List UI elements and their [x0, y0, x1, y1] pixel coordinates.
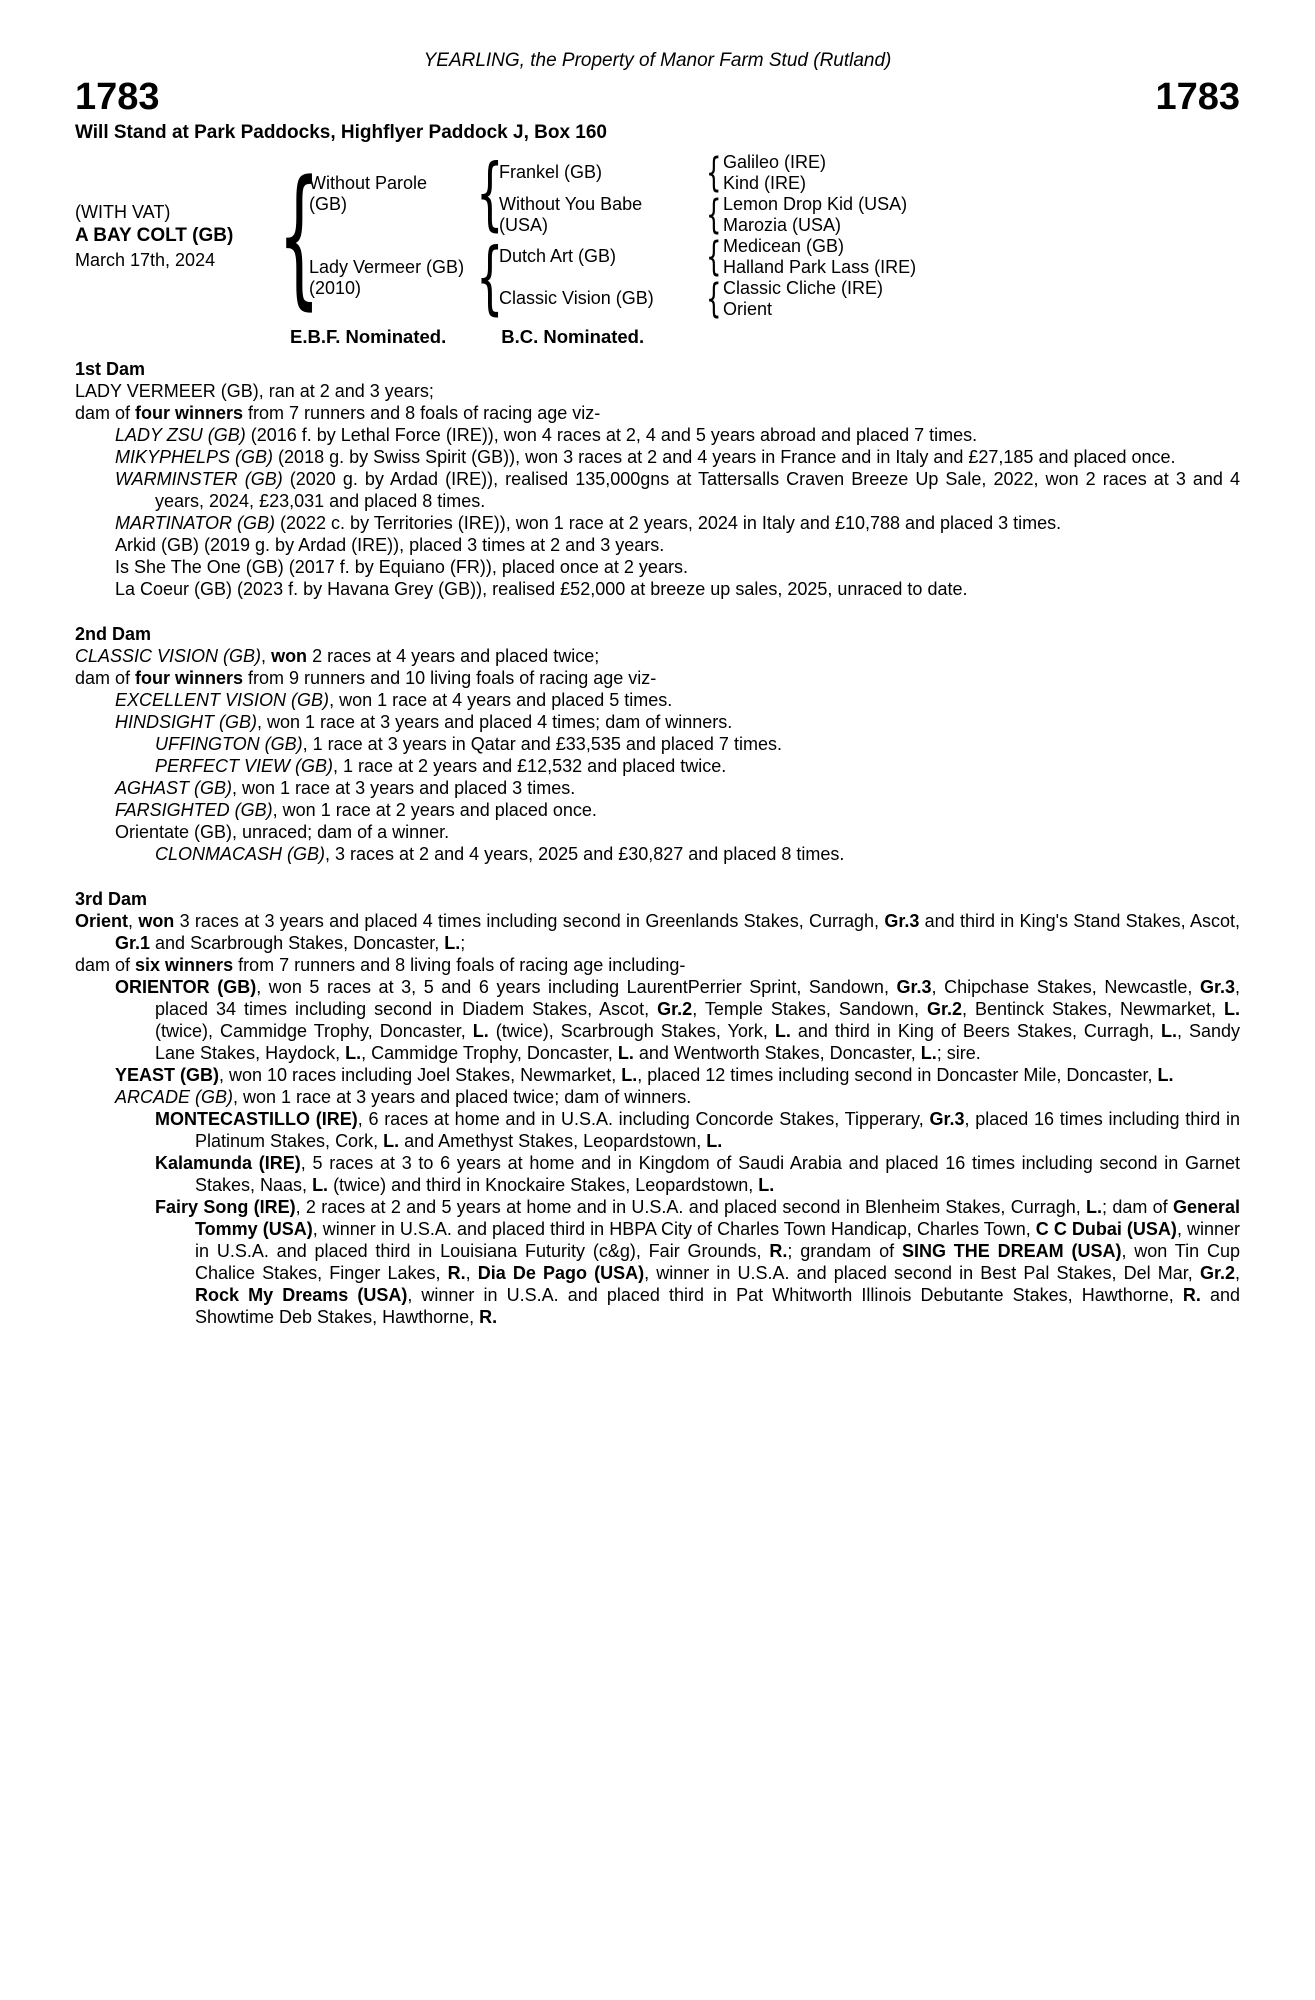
- text-segment: , Temple Stakes, Sandown,: [692, 998, 927, 1019]
- lot-number-right: 1783: [1155, 76, 1240, 118]
- text-segment: L.: [621, 1064, 638, 1085]
- text-segment: won: [138, 910, 175, 931]
- pedigree-gen3-8: Orient: [723, 298, 773, 319]
- catalogue-paragraph: [75, 777, 1240, 799]
- catalogue-paragraph: [75, 843, 1240, 865]
- text-segment: La Coeur (GB) (2023 f. by Havana Grey (GB)), realised £52,000 at breeze up sales, 2025, unraced to date.: [115, 578, 968, 599]
- text-segment: L.: [444, 932, 461, 953]
- text-segment: L.: [1160, 1020, 1177, 1041]
- text-segment: Arkid (GB) (2019 g. by Ardad (IRE)), placed 3 times at 2 and 3 years.: [115, 534, 665, 555]
- text-segment: Gr.2: [926, 998, 962, 1019]
- pedigree-name-line: (GB): [309, 193, 347, 214]
- text-segment: ; sire.: [936, 1042, 981, 1063]
- text-segment: R.: [769, 1240, 788, 1261]
- text-segment: MONTECASTILLO (IRE): [155, 1108, 358, 1129]
- text-segment: six winners: [135, 954, 234, 975]
- catalogue-paragraph: [75, 512, 1240, 534]
- text-segment: , Chipchase Stakes, Newcastle,: [931, 976, 1200, 997]
- pedigree-brace-main: {: [277, 148, 321, 324]
- text-segment: , placed 34 times including second in Diadem Stakes, Ascot,: [155, 976, 1240, 1019]
- text-segment: ,: [261, 645, 272, 666]
- bc-nominated: B.C. Nominated.: [501, 325, 645, 347]
- text-segment: Fairy Song (IRE): [155, 1196, 296, 1217]
- text-segment: , won 10 races including Joel Stakes, Newmarket,: [219, 1064, 622, 1085]
- text-segment: MIKYPHELPS (GB): [115, 446, 274, 467]
- text-segment: and Amethyst Stakes, Leopardstown,: [399, 1130, 707, 1151]
- text-segment: ARCADE (GB): [115, 1086, 234, 1107]
- ebf-nominated: E.B.F. Nominated.: [290, 325, 447, 347]
- pedigree-brace-dam: {: [476, 231, 504, 324]
- text-segment: HINDSIGHT (GB): [115, 711, 257, 732]
- text-segment: ; grandam of: [787, 1240, 902, 1261]
- text-segment: (2016 f. by Lethal Force (IRE)), won 4 races at 2, 4 and 5 years abroad and placed 7 times.: [245, 424, 978, 445]
- pedigree-brace-sire: {: [476, 147, 504, 240]
- text-segment: , 6 races at home and in U.S.A. including Concorde Stakes, Tipperary,: [357, 1108, 930, 1129]
- text-segment: , Sandy Lane Stakes, Haydock,: [155, 1020, 1241, 1063]
- pedigree-name-line: Lady Vermeer (GB): [309, 256, 465, 277]
- pedigree-gen3-2: Kind (IRE): [723, 172, 807, 193]
- pedigree-name-line: Frankel (GB): [499, 162, 603, 183]
- text-segment: and Wentworth Stakes, Doncaster,: [633, 1042, 921, 1063]
- text-segment: L.: [1224, 998, 1241, 1019]
- text-segment: AGHAST (GB): [115, 777, 233, 798]
- dam-section: [75, 888, 1240, 1328]
- text-segment: dam of: [75, 667, 136, 688]
- pedigree-brace-gen3-3: {: [706, 233, 722, 280]
- text-segment: PERFECT VIEW (GB): [155, 755, 334, 776]
- catalogue-paragraph: [75, 910, 1240, 954]
- catalogue-paragraph: [75, 1064, 1240, 1086]
- text-segment: L.: [758, 1174, 775, 1195]
- vat-note: (WITH VAT): [75, 201, 171, 222]
- text-segment: and third in King's Stand Stakes, Ascot,: [919, 910, 1240, 931]
- text-segment: ;: [460, 932, 466, 953]
- text-segment: L.: [706, 1130, 723, 1151]
- pedigree-gen3-1: Galileo (IRE): [723, 151, 827, 172]
- catalogue-paragraph: [75, 556, 1240, 578]
- text-segment: ,: [465, 1262, 478, 1283]
- text-segment: four winners: [135, 402, 244, 423]
- catalogue-paragraph: [75, 402, 1240, 424]
- text-segment: ,: [1234, 1262, 1240, 1283]
- pedigree-gen2-1: [499, 152, 705, 194]
- text-segment: Gr.3: [896, 976, 932, 997]
- text-segment: R.: [1182, 1284, 1201, 1305]
- section-heading: 3rd Dam: [75, 888, 148, 909]
- catalogue-paragraph: [75, 821, 1240, 843]
- text-segment: L.: [472, 1020, 489, 1041]
- text-segment: Gr.3: [884, 910, 920, 931]
- text-segment: , 5 races at 3 to 6 years at home and in Kingdom of Saudi Arabia and placed 16 times including second in Garnet Stakes, Naas,: [195, 1152, 1240, 1195]
- text-segment: Is She The One (GB) (2017 f. by Equiano (FR)), placed once at 2 years.: [115, 556, 688, 577]
- nominations: [75, 326, 1240, 348]
- text-segment: ,: [128, 910, 139, 931]
- text-segment: Dia De Pago (USA): [477, 1262, 645, 1283]
- pedigree-gen3-4: Marozia (USA): [723, 214, 842, 235]
- catalogue-paragraph: [75, 799, 1240, 821]
- text-segment: WARMINSTER (GB): [115, 468, 283, 489]
- text-segment: L.: [383, 1130, 400, 1151]
- text-segment: , 2 races at 2 and 5 years at home and in U.S.A. and placed second in Blenheim Stakes, Curragh,: [295, 1196, 1087, 1217]
- pedigree-brace-gen3-4: {: [706, 275, 722, 322]
- text-segment: Orient: [75, 910, 129, 931]
- pedigree-name-line: Dutch Art (GB): [499, 246, 617, 267]
- colt-description: A BAY COLT (GB): [75, 224, 234, 246]
- text-segment: from 7 runners and 8 living foals of racing age including-: [233, 954, 686, 975]
- text-segment: from 9 runners and 10 living foals of racing age viz-: [243, 667, 657, 688]
- pedigree-name-line: (2010): [309, 277, 362, 298]
- catalogue-paragraph: [75, 1086, 1240, 1108]
- text-segment: , winner in U.S.A. and placed third in Louisiana Futurity (c&g), Fair Grounds,: [195, 1218, 1241, 1261]
- text-segment: (twice), Cammidge Trophy, Doncaster,: [155, 1020, 473, 1041]
- text-segment: LADY VERMEER (GB), ran at 2 and 3 years;: [75, 380, 434, 401]
- text-segment: Kalamunda (IRE): [155, 1152, 301, 1173]
- text-segment: (2020 g. by Ardad (IRE)), realised 135,000gns at Tattersalls Craven Breeze Up Sale, 2022, won 2 races at 3 and 4 years, 2024, £23,031 and placed 8 times.: [155, 468, 1240, 511]
- colt-foaling-date: March 17th, 2024: [75, 249, 216, 270]
- text-segment: Gr.2: [657, 998, 693, 1019]
- pedigree-gen2-2: [499, 194, 705, 236]
- catalogue-paragraph: [75, 976, 1240, 1064]
- text-segment: LADY ZSU (GB): [115, 424, 246, 445]
- pedigree-name-line: Without Parole: [309, 172, 428, 193]
- colt-info: [75, 152, 289, 320]
- catalogue-paragraph: [75, 446, 1240, 468]
- dam-section: [75, 358, 1240, 600]
- catalogue-paragraph: [75, 424, 1240, 446]
- catalogue-paragraph: [75, 645, 1240, 667]
- text-segment: Gr.3: [1199, 976, 1235, 997]
- text-segment: , placed 16 times including third in Platinum Stakes, Cork,: [195, 1108, 1240, 1151]
- catalogue-paragraph: [75, 578, 1240, 600]
- text-segment: EXCELLENT VISION (GB): [115, 689, 330, 710]
- text-segment: L.: [920, 1042, 937, 1063]
- text-segment: CLONMACASH (GB): [155, 843, 326, 864]
- text-segment: UFFINGTON (GB): [155, 733, 303, 754]
- catalogue-paragraph: [75, 755, 1240, 777]
- text-segment: , Cammidge Trophy, Doncaster,: [361, 1042, 618, 1063]
- text-segment: ORIENTOR (GB): [115, 976, 257, 997]
- text-segment: (twice) and third in Knockaire Stakes, Leopardstown,: [328, 1174, 759, 1195]
- text-segment: dam of: [75, 954, 136, 975]
- text-segment: 3 races at 3 years and placed 4 times including second in Greenlands Stakes, Curragh,: [174, 910, 885, 931]
- catalogue-paragraph: [75, 667, 1240, 689]
- text-segment: Gr.1: [115, 932, 151, 953]
- text-segment: , Bentinck Stakes, Newmarket,: [961, 998, 1225, 1019]
- catalogue-paragraph: [75, 380, 1240, 402]
- text-segment: SING THE DREAM (USA): [901, 1240, 1122, 1261]
- text-segment: , won 1 race at 2 years and placed once.: [272, 799, 597, 820]
- catalogue-paragraph: [75, 1196, 1240, 1328]
- text-segment: , 3 races at 2 and 4 years, 2025 and £30,827 and placed 8 times.: [325, 843, 845, 864]
- text-segment: from 7 runners and 8 foals of racing age viz-: [243, 402, 601, 423]
- pedigree-grid: [277, 147, 1240, 324]
- text-segment: CLASSIC VISION (GB): [75, 645, 262, 666]
- pedigree-name-line: (USA): [499, 214, 548, 235]
- text-segment: L.: [345, 1042, 362, 1063]
- section-heading: 2nd Dam: [75, 623, 152, 644]
- catalogue-paragraph: [75, 711, 1240, 733]
- pedigree-gen3-5: Medicean (GB): [723, 235, 845, 256]
- section-heading: 1st Dam: [75, 358, 146, 379]
- text-segment: and Showtime Deb Stakes, Hawthorne,: [195, 1284, 1240, 1327]
- catalogue-paragraph: [75, 733, 1240, 755]
- text-segment: MARTINATOR (GB): [115, 512, 276, 533]
- text-segment: and Scarbrough Stakes, Doncaster,: [150, 932, 445, 953]
- catalogue-paragraph: [75, 1152, 1240, 1196]
- pedigree-table: [75, 147, 1240, 324]
- text-segment: ; dam of: [1102, 1196, 1173, 1217]
- text-segment: L.: [774, 1020, 791, 1041]
- text-segment: FARSIGHTED (GB): [115, 799, 273, 820]
- text-segment: , won 1 race at 4 years and placed 5 times.: [329, 689, 673, 710]
- pedigree-sire: [309, 152, 481, 236]
- catalogue-paragraph: [75, 534, 1240, 556]
- pedigree-brace-gen3-1: {: [706, 149, 722, 196]
- text-segment: C C Dubai (USA): [1035, 1218, 1177, 1239]
- pedigree-gen2-3: [499, 236, 705, 278]
- text-segment: YEAST (GB): [115, 1064, 220, 1085]
- pedigree-gen3-3: Lemon Drop Kid (USA): [723, 193, 908, 214]
- lot-number-left: 1783: [75, 76, 160, 118]
- pedigree-name-line: Classic Vision (GB): [499, 288, 654, 309]
- pedigree-brace-gen3-2: {: [706, 191, 722, 238]
- text-segment: , 1 race at 2 years and £12,532 and placed twice.: [333, 755, 727, 776]
- dam-sections: [75, 358, 1240, 1328]
- dam-section: [75, 623, 1240, 865]
- stand-location: Will Stand at Park Paddocks, Highflyer Paddock J, Box 160: [75, 121, 607, 143]
- text-segment: and third in King of Beers Stakes, Curragh,: [790, 1020, 1161, 1041]
- text-segment: , won 5 races at 3, 5 and 6 years including LaurentPerrier Sprint, Sandown,: [256, 976, 897, 997]
- catalogue-paragraph: [75, 468, 1240, 512]
- text-segment: four winners: [135, 667, 244, 688]
- text-segment: , winner in U.S.A. and placed third in Pat Whitworth Illinois Debutante Stakes, Hawthorne,: [407, 1284, 1183, 1305]
- text-segment: L.: [312, 1174, 329, 1195]
- text-segment: Orientate (GB), unraced; dam of a winner.: [115, 821, 450, 842]
- pedigree-gen3-6: Halland Park Lass (IRE): [723, 256, 917, 277]
- text-segment: , placed 12 times including second in Doncaster Mile, Doncaster,: [637, 1064, 1158, 1085]
- text-segment: , 1 race at 3 years in Qatar and £33,535 and placed 7 times.: [302, 733, 782, 754]
- text-segment: dam of: [75, 402, 136, 423]
- page-title: YEARLING, the Property of Manor Farm Stud (Rutland): [423, 50, 892, 71]
- pedigree-gen2-4: [499, 278, 705, 320]
- text-segment: L.: [1086, 1196, 1103, 1217]
- text-segment: , winner in U.S.A. and placed second in Best Pal Stakes, Del Mar,: [644, 1262, 1200, 1283]
- text-segment: , won 1 race at 3 years and placed 4 times; dam of winners.: [257, 711, 733, 732]
- pedigree-gen3-7: Classic Cliche (IRE): [723, 277, 884, 298]
- text-segment: L.: [1157, 1064, 1174, 1085]
- text-segment: (2018 g. by Swiss Spirit (GB)), won 3 races at 2 and 4 years in France and in Italy and £27,185 and placed once.: [273, 446, 1176, 467]
- pedigree-dam: [309, 236, 481, 320]
- text-segment: General Tommy (USA): [195, 1196, 1241, 1239]
- text-segment: Rock My Dreams (USA): [195, 1284, 408, 1305]
- text-segment: Gr.2: [1199, 1262, 1235, 1283]
- text-segment: R.: [479, 1306, 498, 1327]
- text-segment: , won 1 race at 3 years and placed twice; dam of winners.: [233, 1086, 692, 1107]
- text-segment: 2 races at 4 years and placed twice;: [307, 645, 600, 666]
- text-segment: , winner in U.S.A. and placed third in HBPA City of Charles Town Handicap, Charles Town,: [312, 1218, 1036, 1239]
- catalogue-paragraph: [75, 954, 1240, 976]
- lot-number-row: [75, 78, 1240, 118]
- text-segment: (twice), Scarbrough Stakes, York,: [488, 1020, 775, 1041]
- text-segment: , won 1 race at 3 years and placed 3 times.: [232, 777, 576, 798]
- text-segment: , won Tin Cup Chalice Stakes, Finger Lakes,: [195, 1240, 1241, 1283]
- text-segment: won: [271, 645, 308, 666]
- text-segment: Gr.3: [929, 1108, 965, 1129]
- catalogue-paragraph: [75, 689, 1240, 711]
- text-segment: (2022 c. by Territories (IRE)), won 1 race at 2 years, 2024 in Italy and £10,788 and placed 3 times.: [275, 512, 1062, 533]
- pedigree-name-line: Without You Babe: [499, 193, 643, 214]
- text-segment: R.: [447, 1262, 466, 1283]
- catalogue-paragraph: [75, 1108, 1240, 1152]
- text-segment: L.: [617, 1042, 634, 1063]
